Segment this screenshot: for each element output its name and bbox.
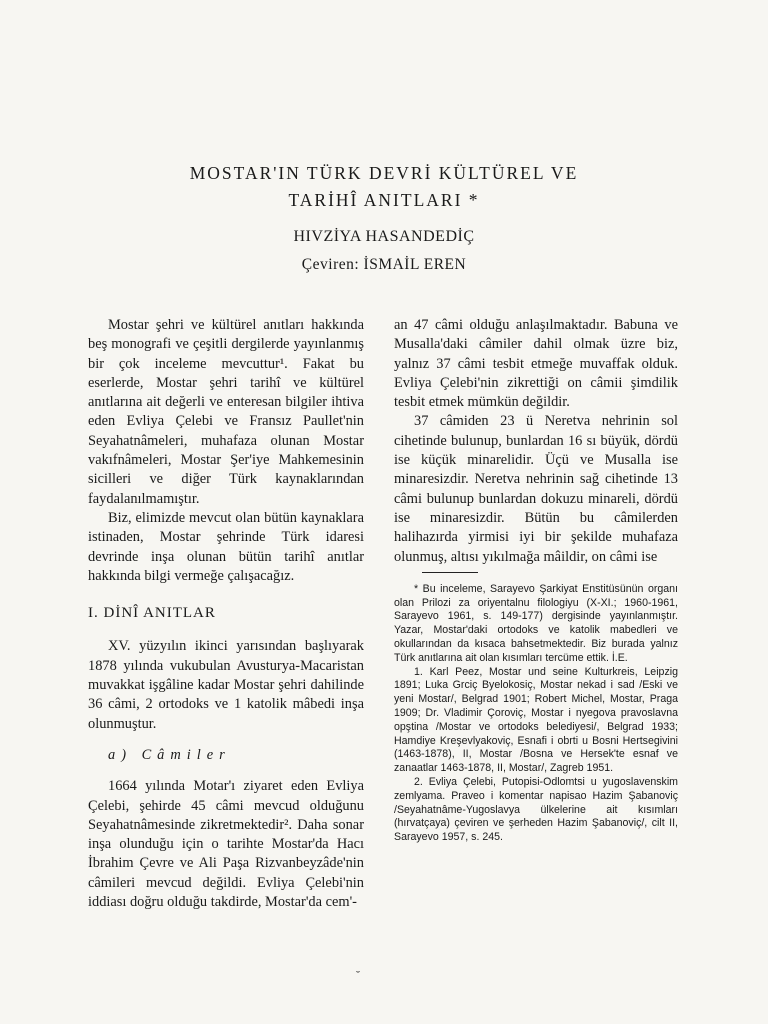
footnote: * Bu inceleme, Sarayevo Şarkiyat Enstitüsünün organı olan Prilozi za oriyentalnu filologiyu (X-XI.; 1960-1961, Sarayevo 1961, s. 149-177) dergisinde yayınlanmıştır. Yazar, Mostar'daki ortodoks ve katolik mabedleri ve okullarından da kısaca bahsetmektedir. Biz burada yalnız Türk anıtlarına ait olan kısımları tercüme ettik. İ.E. (394, 582, 678, 664)
footnote: 1. Karl Peez, Mostar und seine Kulturkreis, Leipzig 1891; Luka Grciç Byelokosiç, Mostar nekad i sad /Eski ve yeni Mostar/, Belgrad 1901; Robert Michel, Mostar, Praga 1909; Dr. Vladimir Çoroviç, Mostar i nyegova pravoslavna opştina /Mostar ve ortodoks belediyesi/, Belgrad 1933; Hamdiye Kreşevlyakoviç, Esnafi i obrti u Bosni Hertsegivini (1463-1878), II, Mostar /Bosna ve Hersek'te esnaf ve zanaatlar 1463-1878, II, Mostar/, Zagreb 1951. (394, 665, 678, 775)
title-line-1: MOSTAR'IN TÜRK DEVRİ KÜLTÜREL VE (189, 163, 579, 183)
paragraph: Mostar şehri ve kültürel anıtları hakkında beş monografi ve çeşitli dergilerde yayınlanmış bir çok inceleme mevcuttur¹. Fakat bu eserlerde, Mostar şehri tarihî ve kültürel anıtlarına ait değerli ve enteresan bilgiler ihtiva eden Evliya Çelebi ve Fransız Paullet'nin Seyahatnâmeleri, muhafaza olunan Mostar vakıfnâmeleri, Mostar Şer'iye Mahkemesinin sicilleri ve diğer Türk kaynaklarından faydalanılmamıştır. (88, 317, 364, 507)
article-title (0, 160, 768, 214)
paragraph: XV. yüzyılın ikinci yarısından başlıyarak 1878 yılında vukubulan Avusturya-Macaristan muvakkat işgâline kadar Mostar şehri dahilinde 36 câmi, 2 ortodoks ve 1 katolik mâbedi inşa olunmuştur. (88, 638, 364, 732)
paragraph: an 47 câmi olduğu anlaşılmaktadır. Babuna ve Musalla'daki câmiler dahil olmak üzre biz, yalnız 37 câmi tesbit etmeğe muvaffak olduk. Evliya Çelebi'nin zikrettiği on câmii şimdilik tesbit etmek mümkün değildir. (394, 317, 678, 411)
paragraph: Biz, elimizde mevcut olan bütün kaynaklara istinaden, Mostar şehrinde Türk idaresi devrinde inşa olunan bütün tarihî anıtlar hakkında bilgi vermeğe çalışacağız. (88, 509, 364, 584)
page-mark: ˘ (356, 968, 360, 982)
paragraph: 37 câmiden 23 ü Neretva nehrinin sol cihetinde bulunup, bunlardan 16 sı büyük, dördü ise küçük minarelidir. Üçü ve Musalla ise minaresizdir. Neretva nehrinin sağ cihetinde 13 câmi bulunup bunlardan dokuzu minareli, dördü ise minaresizdir. Bütün bu câmilerden halihazırda yirmisi iyi bir şekilde muhafaza olunmuş, altısı yıkılmağa mâildir, on câmi ise (394, 413, 678, 565)
left-column (88, 316, 364, 912)
section-heading: I. DİNÎ ANITLAR (88, 605, 216, 622)
title-line-2: TARİHÎ ANITLARI * (288, 190, 480, 210)
paragraph: 1664 yılında Motar'ı ziyaret eden Evliya Çelebi, şehirde 45 câmi mevcud olduğunu Seyahatnâmesinde zikretmektedir². Daha sonar inşa olunduğu için o tarihte Mostar'da Hacı İbrahim Çevre ve Ali Paşa Rizvanbeyzâde'nin câmileri mevcud değildi. Evliya Çelebi'nin iddiası doğru olduğu takdirde, Mostar'da cem'- (88, 778, 364, 911)
sub-heading: a) Câmiler (108, 746, 231, 763)
footnote-divider (422, 572, 478, 573)
author-name: HIVZİYA HASANDEDİÇ (293, 228, 475, 245)
translator-name: Çeviren: İSMAİL EREN (301, 256, 467, 273)
right-column (394, 316, 678, 845)
footnote: 2. Evliya Çelebi, Putopisi-Odlomtsi u yugoslavenskim zemlyama. Praveo i komentar napisao Hazim Şabanoviç /Seyahatnâme-Yugoslavya ülkelerine ait kısımları (hırvatçaya) çeviren ve şerheden Hazim Şabanoviç/, cilt II, Sarayevo 1957, s. 245. (394, 776, 678, 844)
